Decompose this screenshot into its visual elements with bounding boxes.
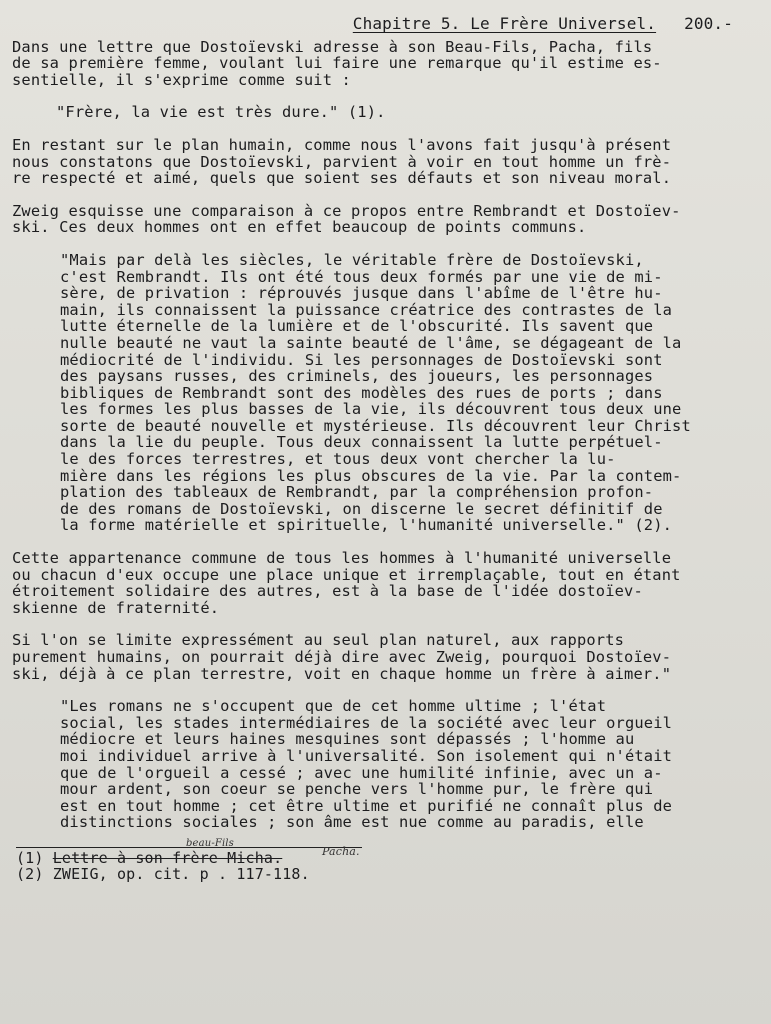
chapter-title: Chapitre 5. Le Frère Universel. (352, 14, 657, 33)
footnote-1-text: Lettre à son frère Micha. (52, 848, 283, 867)
paragraph-letter: Dans une lettre que Dostoïevski adresse à son Beau-Fils, Pacha, fils de sa première femme, voulant lui faire une remarque qu'il estime es- sentielle, il s'exprime comme suit : (12, 37, 662, 89)
paragraph-appartenance: Cette appartenance commune de tous les hommes à l'humanité universelle ou chacun d'eux occupe une place unique et irremplaçable, tout en étant étroitement solidaire des autres, est à la base de l'idée dostoïev- skienne de fraternité. (12, 549, 681, 617)
paragraph-zweig: Zweig esquisse une comparaison à ce propos entre Rembrandt et Dostoïev- ski. Ces deux hommes ont en effet beaucoup de points communs. (12, 201, 681, 237)
quote-frere: "Frère, la vie est très dure." (1). (56, 103, 386, 122)
footnote-1-number: (1) (16, 848, 53, 867)
footnote-1 (16, 850, 741, 866)
handwritten-annotation: beau-Fils (186, 837, 234, 849)
block-quote-rembrandt: "Mais par delà les siècles, le véritable frère de Dostoïevski, c'est Rembrandt. Ils ont été tous deux formés par une vie de mi- sère, de privation : réprouvés jusque dans l'abîme de l'être hu- main, ils connaissent la puissance créatrice des contrastes de la lutte éternelle de la lumière et de l'obscurité. Ils savent que nulle beauté ne vaut la sainte beauté de l'âme, se dégageant de la médiocrité de l'individu. Si les personnages de Dostoïevski sont des paysans russes, des criminels, des joueurs, les personnages bibliques de Rembrandt sont des modèles des rues de ports ; dans les formes les plus basses de la vie, ils découvrent tous deux une sorte de beauté nouvelle et mystérieuse. Ils découvrent leur Christ dans la lie du peuple. Tous deux connaissent la lutte perpétuel- le des forces terrestres, et tous deux vont chercher la lu- mière dans les régions les plus obscures de la vie. Par la contem- plation des tableaux de Rembrandt, par la compréhension profon- de des romans de Dostoïevski, on discerne le secret définitif de la forme matérielle et spirituelle, l'humanité universelle." (2). (60, 250, 691, 535)
paragraph-plan-humain: En restant sur le plan humain, comme nous l'avons fait jusqu'à présent nous constatons que Dostoïevski, parvient à voir en tout homme un frè- re respecté et aimé, quels que soient ses défauts et son niveau moral. (12, 135, 672, 188)
block-quote-romans: "Les romans ne s'occupent que de cet homme ultime ; l'état social, les stades intermédiaires de la société avec leur orgueil médiocre et leurs haines mesquines sont dépassés ; l'homme au moi individuel arrive à l'universalité. Son isolement qui n'était que de l'orgueil a cessé ; avec une humilité infinie, avec un a- mour ardent, son coeur se penche vers l'homme pur, le frère qui est en tout homme ; cet être ultime et purifié ne connaît plus de distinctions sociales ; son âme est nue comme au paradis, elle (60, 697, 673, 832)
footnotes (16, 837, 741, 883)
footnote-2: (2) ZWEIG, op. cit. p . 117-118. (16, 864, 310, 883)
page-number: 200.- (684, 14, 733, 33)
handwritten-annotation: Pacha. (322, 844, 360, 858)
paragraph-plan-naturel: Si l'on se limite expressément au seul plan naturel, aux rapports purement humains, on pourrait déjà dire avec Zweig, pourquoi Dostoïev- ski, déjà à ce plan terrestre, voit en chaque homme un frère à aimer." (12, 631, 672, 683)
page-header (12, 16, 741, 33)
